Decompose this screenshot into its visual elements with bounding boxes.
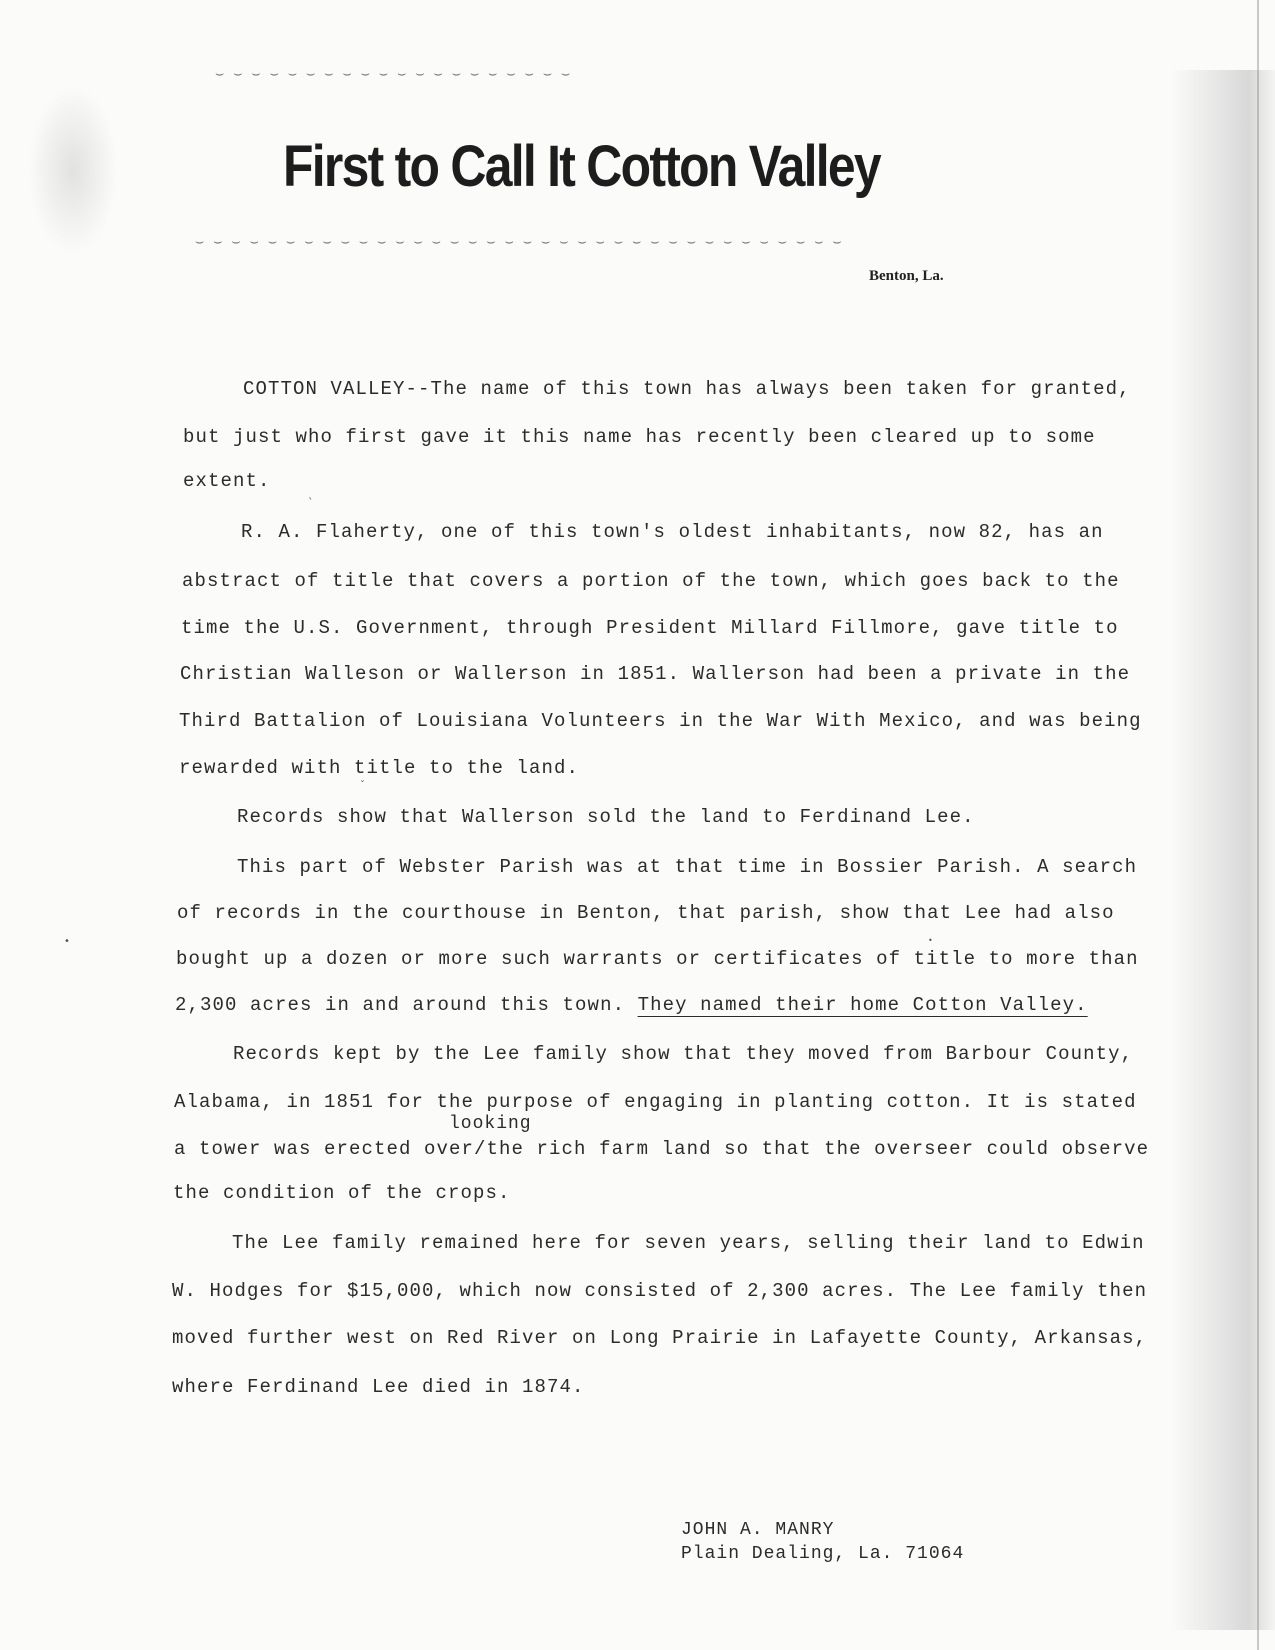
body-line: The Lee family remained here for seven years, selling their land to Edwin <box>232 1232 1145 1254</box>
photocopy-edge-line <box>1257 0 1259 1650</box>
body-line: moved further west on Red River on Long Prairie in Lafayette County, Arkansas, <box>172 1327 1148 1349</box>
speck-mark: • <box>928 936 933 945</box>
clipping-border-top: ⌣⌣⌣⌣⌣⌣⌣⌣⌣⌣⌣⌣⌣⌣⌣⌣⌣⌣⌣⌣ <box>215 66 580 82</box>
body-line-with-underline <box>175 994 1088 1016</box>
body-line: Alabama, in 1851 for the purpose of engaging in planting cotton. It is stated <box>174 1091 1137 1113</box>
body-line: a tower was erected over/the rich farm land so that the overseer could observe <box>174 1138 1150 1160</box>
underlined-phrase: They named their home Cotton Valley. <box>637 994 1088 1016</box>
body-line-text: 2,300 acres in and around this town. <box>175 994 626 1016</box>
signature-address: Plain Dealing, La. 71064 <box>681 1544 965 1564</box>
body-line: W. Hodges for $15,000, which now consisted of 2,300 acres. The Lee family then <box>172 1280 1148 1302</box>
body-line: Third Battalion of Louisiana Volunteers in the War With Mexico, and was being <box>179 710 1142 732</box>
body-line: Christian Walleson or Wallerson in 1851. Wallerson had been a private in the <box>180 663 1131 685</box>
body-line: rewarded with title to the land. <box>179 757 580 779</box>
speck-mark: ˋ <box>308 496 314 509</box>
body-line: COTTON VALLEY--The name of this town has always been taken for granted, <box>243 378 1131 400</box>
body-line: where Ferdinand Lee died in 1874. <box>172 1376 585 1398</box>
body-line: bought up a dozen or more such warrants or certificates of title to more than <box>176 948 1139 970</box>
body-line: Records kept by the Lee family show that they moved from Barbour County, <box>233 1043 1134 1065</box>
body-line: the condition of the crops. <box>173 1182 511 1204</box>
body-line: R. A. Flaherty, one of this town's oldest inhabitants, now 82, has an <box>241 521 1104 543</box>
handwritten-insert: looking <box>449 1114 532 1134</box>
body-line: Records show that Wallerson sold the land to Ferdinand Lee. <box>237 806 975 828</box>
body-line: abstract of title that covers a portion of the town, which goes back to the <box>182 570 1120 592</box>
signature-name: JOHN A. MANRY <box>681 1520 835 1540</box>
photocopy-edge-shadow <box>1170 70 1275 1630</box>
body-line: of records in the courthouse in Benton, that parish, show that Lee had also <box>177 902 1115 924</box>
body-line: extent. <box>183 470 271 492</box>
photocopy-smudge <box>28 85 118 255</box>
dateline: Benton, La. <box>869 268 944 284</box>
body-line: but just who first gave it this name has recently been cleared up to some <box>183 426 1096 448</box>
speck-mark: • <box>64 936 70 947</box>
clipping-border-bottom: ⌣⌣⌣⌣⌣⌣⌣⌣⌣⌣⌣⌣⌣⌣⌣⌣⌣⌣⌣⌣⌣⌣⌣⌣⌣⌣⌣⌣⌣⌣⌣⌣⌣⌣⌣⌣ <box>195 234 851 250</box>
headline: First to Call It Cotton Valley <box>283 134 880 199</box>
body-line: time the U.S. Government, through President Millard Fillmore, gave title to <box>181 617 1119 639</box>
body-line: This part of Webster Parish was at that time in Bossier Parish. A search <box>237 856 1138 878</box>
speck-mark: ˇ <box>360 780 365 791</box>
